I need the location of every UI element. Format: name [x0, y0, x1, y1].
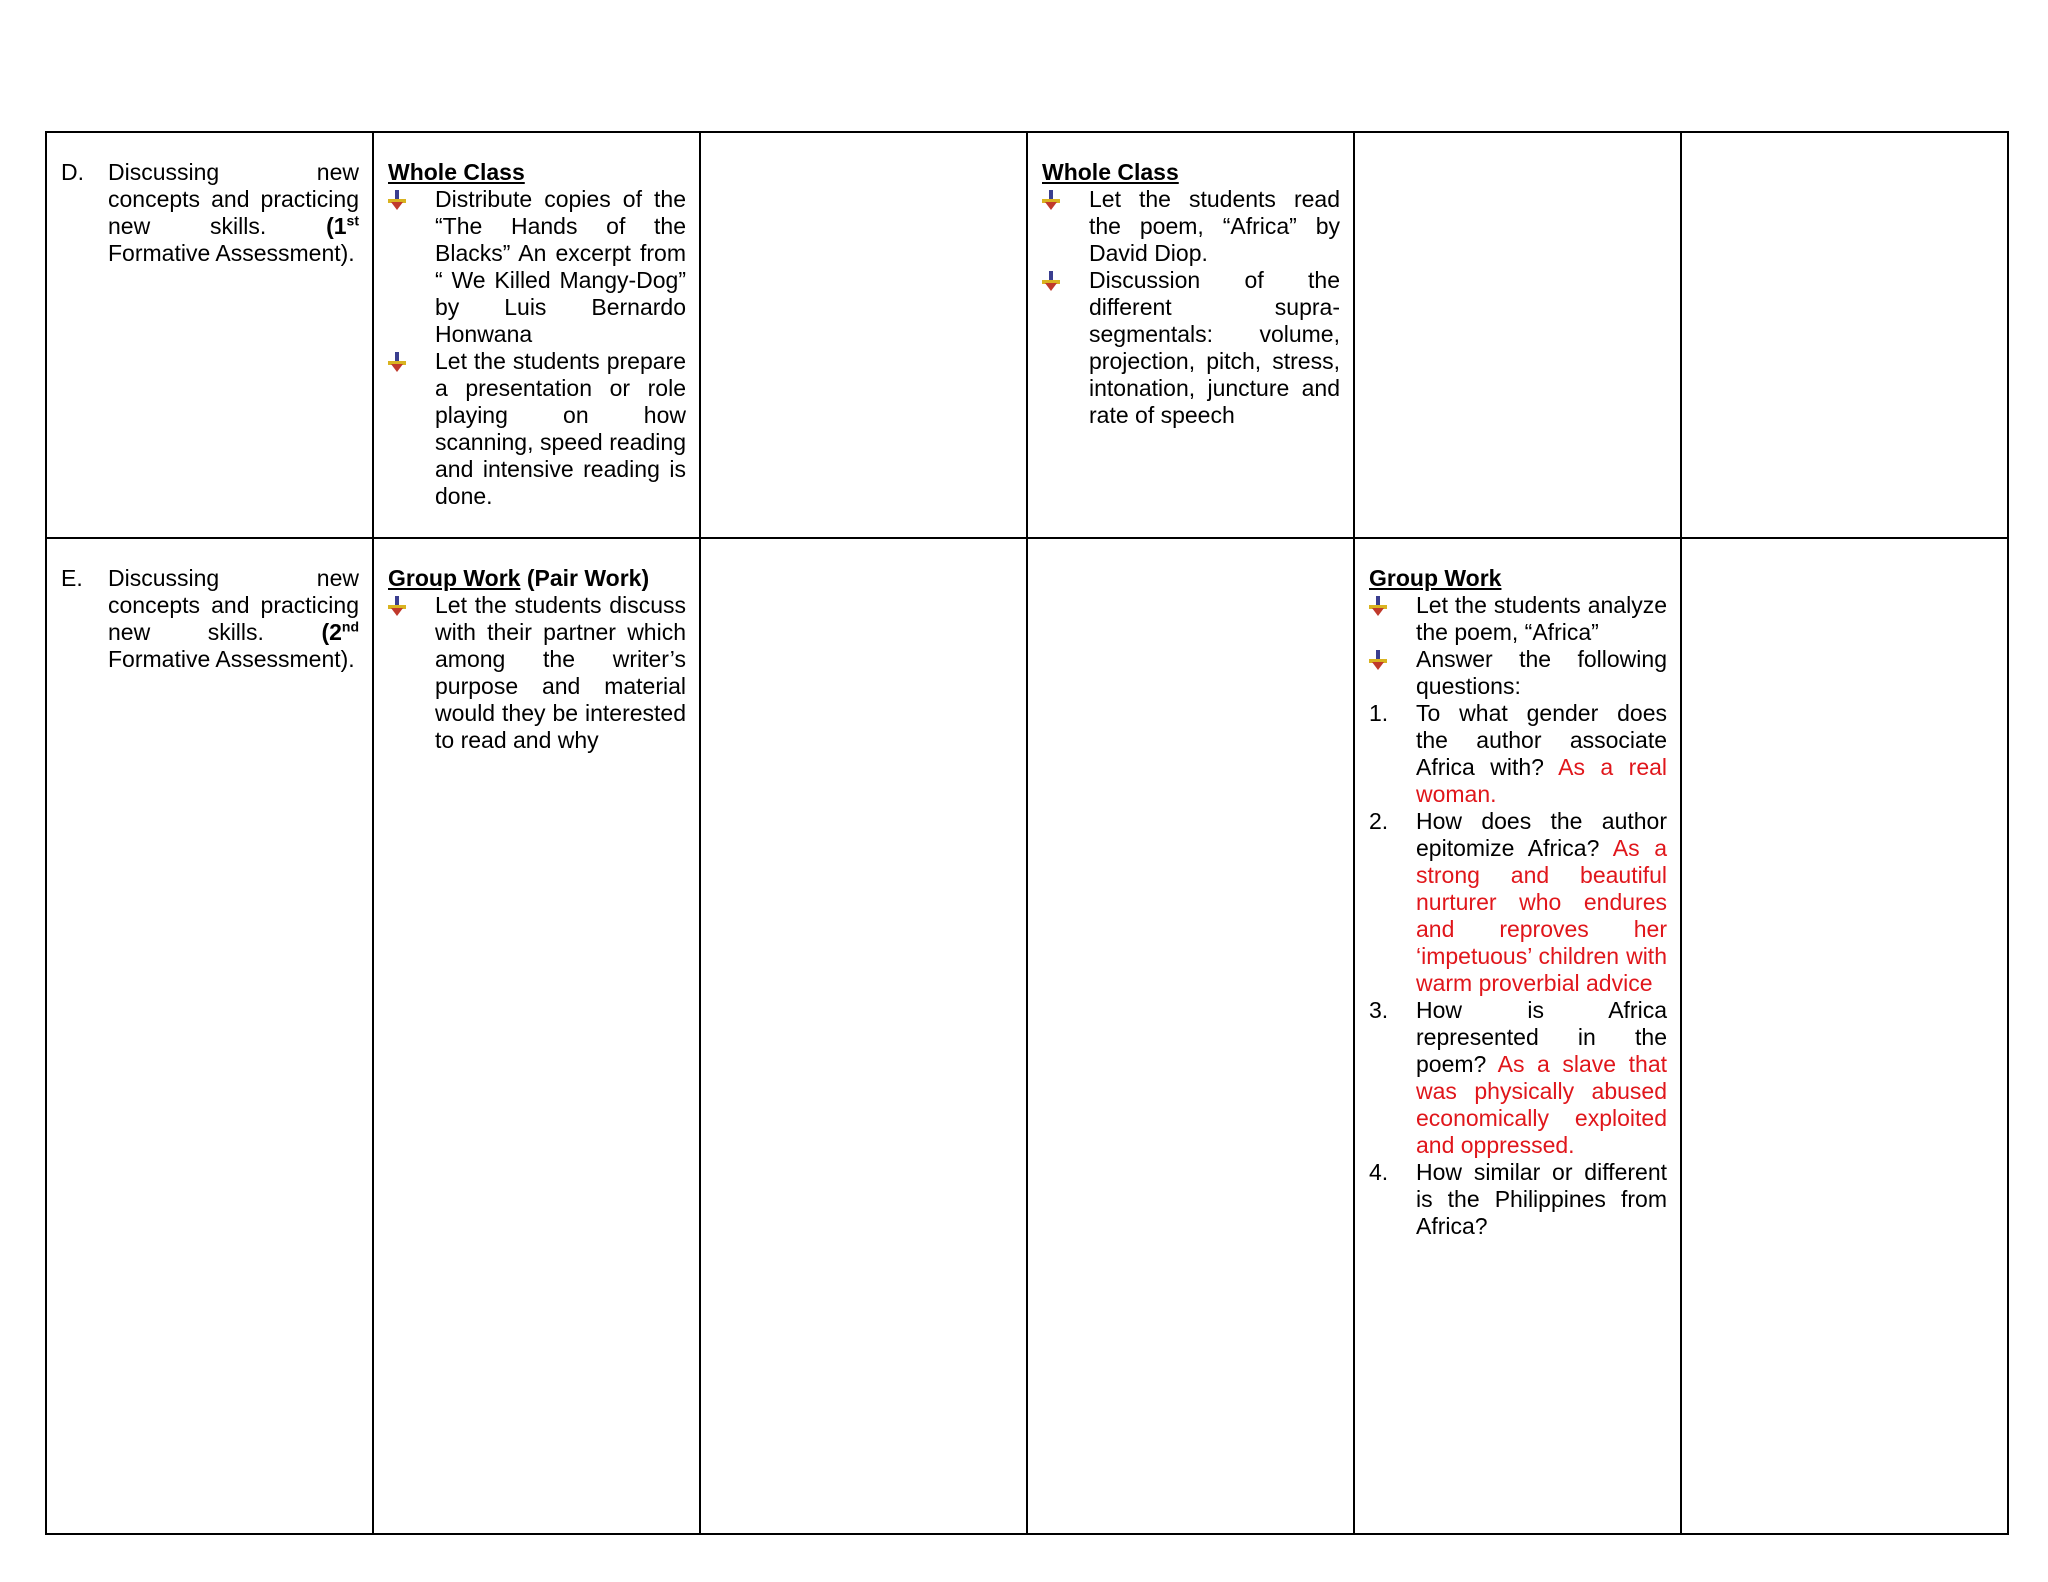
procedure-letter: D.	[61, 159, 84, 185]
procedure-text: Discussing new concepts and practicing new skills.	[108, 159, 359, 239]
procedure-cell	[46, 538, 373, 1534]
procedure-description	[108, 159, 359, 267]
answer-text: As a slave that was physically abused economically exploited and oppressed.	[1416, 1051, 1667, 1158]
list-item: Answer the following questions:	[1369, 646, 1667, 700]
activity-list	[1369, 592, 1667, 700]
list-item: Let the students discuss with their partner which among the writer’s purpose and material would they be interested to read and why	[388, 592, 686, 754]
day3-cell	[1027, 132, 1354, 538]
lesson-plan-table	[45, 131, 2009, 1535]
list-item: Distribute copies of the “The Hands of the Blacks” An excerpt from “ We Killed Mangy-Dog” by Luis Bernardo Honwana	[388, 186, 686, 348]
assessment-label: Formative Assessment).	[108, 646, 355, 672]
procedure-item	[61, 565, 359, 673]
assessment-label: Formative Assessment).	[108, 240, 355, 266]
arrow-bullet-icon	[1042, 271, 1060, 291]
assessment-number: (1st	[326, 212, 359, 239]
arrow-bullet-icon	[388, 596, 406, 616]
activity-heading: Whole Class	[1042, 159, 1179, 185]
question-item	[1369, 997, 1667, 1159]
question-text: How is Africa represented in the poem?	[1416, 997, 1667, 1077]
list-item: Let the students analyze the poem, “Africa”	[1369, 592, 1667, 646]
answer-text: As a strong and beautiful nurturer who endures and reproves her ‘impetuous’ children with warm proverbial advice	[1416, 835, 1667, 996]
arrow-bullet-icon	[1369, 596, 1387, 616]
question-list	[1369, 700, 1667, 1240]
arrow-bullet-icon	[1042, 190, 1060, 210]
question-number: 2.	[1369, 808, 1389, 834]
question-text: How does the author epitomize Africa?	[1416, 808, 1667, 861]
day5-cell	[1681, 132, 2008, 538]
activity-heading: Group Work	[388, 565, 521, 591]
question-text: How similar or different is the Philippines from Africa?	[1416, 1159, 1667, 1239]
day1-cell	[373, 132, 700, 538]
activity-heading-extra: (Pair Work)	[526, 565, 650, 591]
procedure-description	[108, 565, 359, 673]
question-body	[1416, 997, 1667, 1159]
table-row	[46, 132, 2008, 538]
day2-cell	[700, 538, 1027, 1534]
day4-cell	[1354, 132, 1681, 538]
answer-text: As a real woman.	[1416, 754, 1668, 807]
activity-list	[1042, 186, 1340, 429]
question-number: 4.	[1369, 1159, 1389, 1185]
arrow-bullet-icon	[388, 190, 406, 210]
question-number: 1.	[1369, 700, 1389, 726]
question-item	[1369, 700, 1667, 808]
procedure-item	[61, 159, 359, 267]
day1-cell	[373, 538, 700, 1534]
procedure-text: Discussing new concepts and practicing new skills.	[108, 565, 359, 645]
activity-heading: Group Work	[1369, 565, 1502, 591]
question-text: To what gender does the author associate Africa with?	[1416, 700, 1667, 780]
list-item: Let the students read the poem, “Africa” by David Diop.	[1042, 186, 1340, 267]
day4-cell	[1354, 538, 1681, 1534]
arrow-bullet-icon	[1369, 650, 1387, 670]
procedure-letter: E.	[61, 565, 83, 591]
procedure-cell	[46, 132, 373, 538]
question-item	[1369, 1159, 1667, 1240]
activity-list	[388, 592, 686, 754]
day3-cell	[1027, 538, 1354, 1534]
day5-cell	[1681, 538, 2008, 1534]
list-item: Let the students prepare a presentation or role playing on how scanning, speed reading and intensive reading is done.	[388, 348, 686, 510]
question-body	[1416, 700, 1667, 808]
question-body	[1416, 808, 1667, 997]
arrow-bullet-icon	[388, 352, 406, 372]
list-item: Discussion of the different supra-segmentals: volume, projection, pitch, stress, intonation, juncture and rate of speech	[1042, 267, 1340, 429]
question-number: 3.	[1369, 997, 1389, 1023]
activity-heading-line	[388, 565, 686, 592]
activity-heading: Whole Class	[388, 159, 525, 185]
question-item	[1369, 808, 1667, 997]
day2-cell	[700, 132, 1027, 538]
question-body	[1416, 1159, 1667, 1240]
assessment-number: (2nd	[321, 618, 359, 645]
table-row	[46, 538, 2008, 1534]
activity-list	[388, 186, 686, 510]
